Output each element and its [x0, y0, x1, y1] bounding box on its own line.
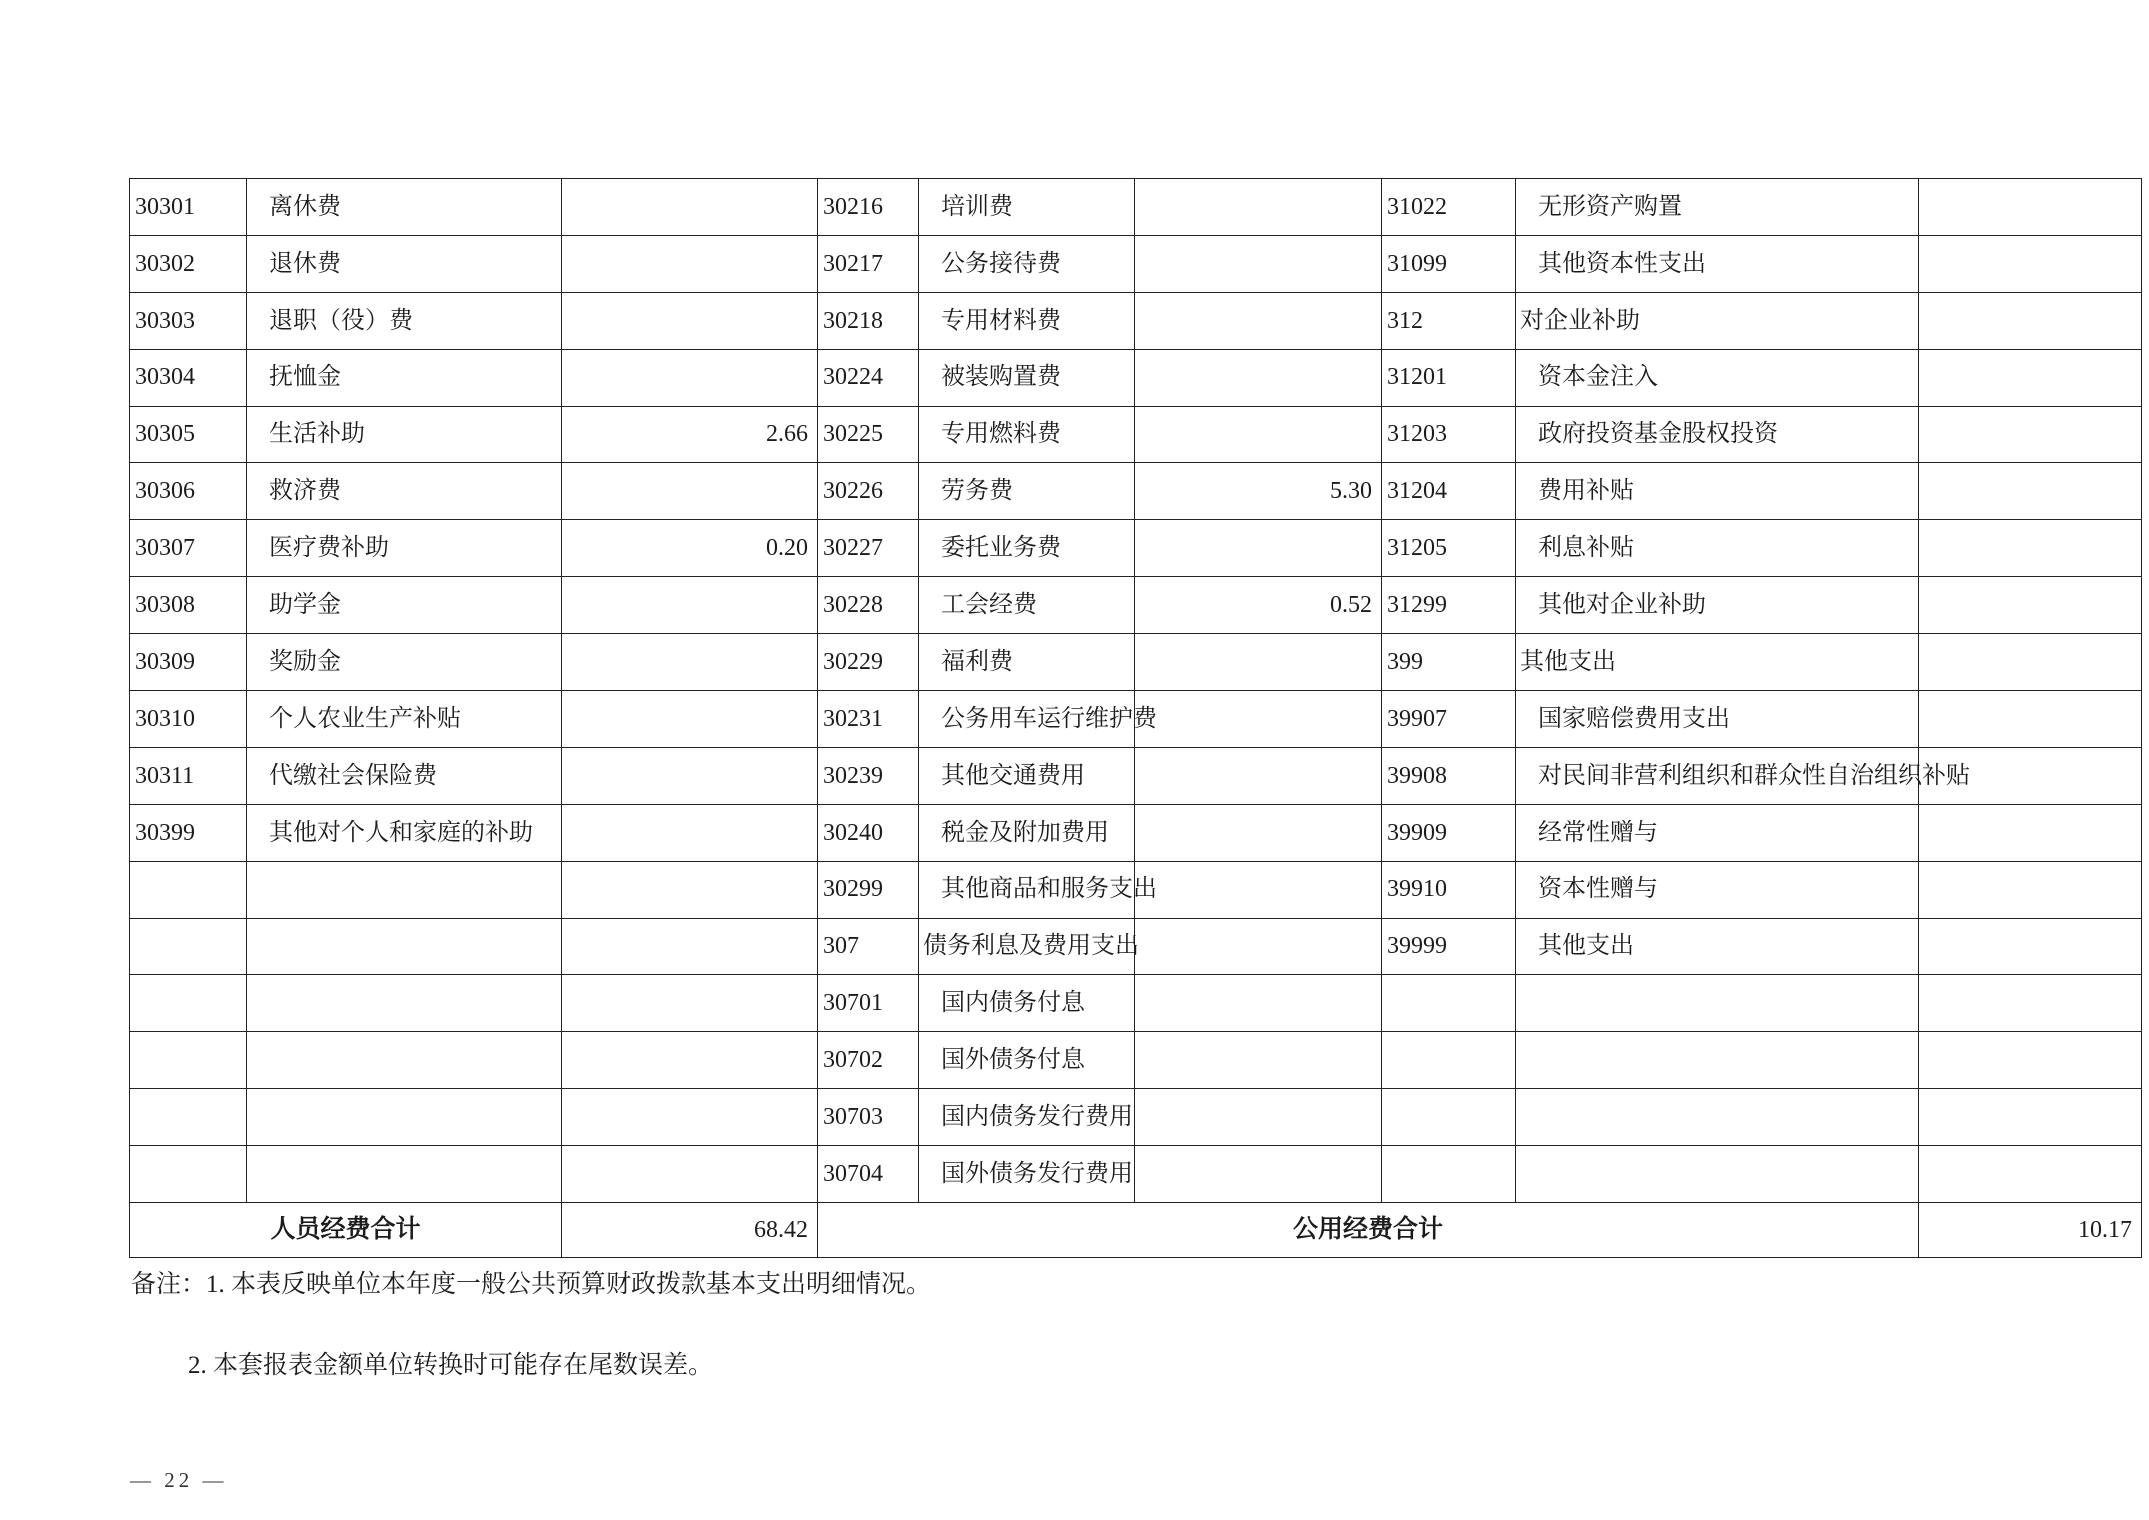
- code-cell: 31203: [1382, 406, 1516, 463]
- code-cell: 307: [818, 918, 919, 975]
- amount-cell: [1919, 804, 2142, 861]
- table-row: [130, 861, 2142, 918]
- code-cell: 39907: [1382, 691, 1516, 748]
- code-cell: 30309: [130, 634, 247, 691]
- name-cell: 福利费: [919, 634, 1135, 691]
- personnel-total-amount: 68.42: [562, 1203, 818, 1258]
- name-cell: 其他支出: [1516, 918, 1919, 975]
- code-cell: [130, 975, 247, 1032]
- table-row: [130, 349, 2142, 406]
- name-cell: 其他支出: [1516, 634, 1919, 691]
- name-cell: 国外债务付息: [919, 1032, 1135, 1089]
- amount-cell: [562, 1032, 818, 1089]
- amount-cell: [1919, 1146, 2142, 1203]
- name-cell: 利息补贴: [1516, 520, 1919, 577]
- name-cell: 劳务费: [919, 463, 1135, 520]
- public-total-label: 公用经费合计: [818, 1203, 1919, 1258]
- code-cell: 39999: [1382, 918, 1516, 975]
- name-cell: 工会经费: [919, 577, 1135, 634]
- code-cell: 30302: [130, 235, 247, 292]
- name-cell: 国家赔偿费用支出: [1516, 691, 1919, 748]
- amount-cell: [1135, 1146, 1382, 1203]
- name-cell: [247, 1089, 562, 1146]
- code-cell: 30307: [130, 520, 247, 577]
- code-cell: [130, 1089, 247, 1146]
- code-cell: [130, 1032, 247, 1089]
- name-cell: 个人农业生产补贴: [247, 691, 562, 748]
- amount-cell: 0.20: [562, 520, 818, 577]
- code-cell: [130, 1146, 247, 1203]
- code-cell: 31022: [1382, 179, 1516, 236]
- amount-cell: [1135, 918, 1382, 975]
- code-cell: 30310: [130, 691, 247, 748]
- name-cell: 公务用车运行维护费: [919, 691, 1135, 748]
- amount-cell: [1919, 634, 2142, 691]
- personnel-total-label: 人员经费合计: [130, 1203, 562, 1258]
- amount-cell: [1919, 1032, 2142, 1089]
- code-cell: 30240: [818, 804, 919, 861]
- amount-cell: [1135, 634, 1382, 691]
- name-cell: 税金及附加费用: [919, 804, 1135, 861]
- code-cell: 312: [1382, 292, 1516, 349]
- code-cell: [1382, 975, 1516, 1032]
- amount-cell: [562, 349, 818, 406]
- amount-cell: [562, 804, 818, 861]
- table-row: [130, 292, 2142, 349]
- code-cell: 30224: [818, 349, 919, 406]
- name-cell: 专用材料费: [919, 292, 1135, 349]
- amount-cell: [1135, 349, 1382, 406]
- totals-row: [130, 1203, 2142, 1258]
- public-total-amount: 10.17: [1919, 1203, 2142, 1258]
- amount-cell: [562, 463, 818, 520]
- name-cell: [247, 975, 562, 1032]
- name-cell: 退休费: [247, 235, 562, 292]
- amount-cell: [562, 1146, 818, 1203]
- code-cell: [130, 861, 247, 918]
- amount-cell: [1135, 520, 1382, 577]
- code-cell: 31299: [1382, 577, 1516, 634]
- code-cell: 399: [1382, 634, 1516, 691]
- amount-cell: [562, 918, 818, 975]
- code-cell: [1382, 1089, 1516, 1146]
- amount-cell: [562, 747, 818, 804]
- amount-cell: [562, 235, 818, 292]
- name-cell: 国内债务发行费用: [919, 1089, 1135, 1146]
- name-cell: [1516, 1146, 1919, 1203]
- amount-cell: [562, 861, 818, 918]
- name-cell: 其他商品和服务支出: [919, 861, 1135, 918]
- name-cell: 其他交通费用: [919, 747, 1135, 804]
- name-cell: 抚恤金: [247, 349, 562, 406]
- note-line-2: 2. 本套报表金额单位转换时可能存在尾数误差。: [188, 1352, 714, 1379]
- code-cell: 30218: [818, 292, 919, 349]
- table-row: [130, 918, 2142, 975]
- amount-cell: [562, 292, 818, 349]
- amount-cell: [562, 577, 818, 634]
- table-row: [130, 235, 2142, 292]
- amount-cell: 0.52: [1135, 577, 1382, 634]
- code-cell: 31201: [1382, 349, 1516, 406]
- name-cell: 其他资本性支出: [1516, 235, 1919, 292]
- code-cell: 39909: [1382, 804, 1516, 861]
- amount-cell: [1135, 861, 1382, 918]
- page-number: — 22 —: [130, 1468, 228, 1492]
- name-cell: 公务接待费: [919, 235, 1135, 292]
- name-cell: 代缴社会保险费: [247, 747, 562, 804]
- code-cell: 30217: [818, 235, 919, 292]
- name-cell: 对企业补助: [1516, 292, 1919, 349]
- code-cell: 31205: [1382, 520, 1516, 577]
- code-cell: [1382, 1032, 1516, 1089]
- amount-cell: [1135, 235, 1382, 292]
- table-body: [130, 179, 2142, 1203]
- name-cell: 助学金: [247, 577, 562, 634]
- amount-cell: [1919, 235, 2142, 292]
- amount-cell: [1919, 691, 2142, 748]
- name-cell: 费用补贴: [1516, 463, 1919, 520]
- amount-cell: [1135, 1032, 1382, 1089]
- name-cell: 政府投资基金股权投资: [1516, 406, 1919, 463]
- name-cell: 其他对企业补助: [1516, 577, 1919, 634]
- code-cell: 30304: [130, 349, 247, 406]
- table-row: [130, 577, 2142, 634]
- name-cell: [247, 1146, 562, 1203]
- amount-cell: [1919, 577, 2142, 634]
- name-cell: 离休费: [247, 179, 562, 236]
- table-row: [130, 691, 2142, 748]
- name-cell: [1516, 1032, 1919, 1089]
- code-cell: 30311: [130, 747, 247, 804]
- name-cell: 奖励金: [247, 634, 562, 691]
- name-cell: 资本性赠与: [1516, 861, 1919, 918]
- name-cell: 国内债务付息: [919, 975, 1135, 1032]
- code-cell: 30231: [818, 691, 919, 748]
- name-cell: [247, 861, 562, 918]
- table-row: [130, 463, 2142, 520]
- code-cell: 31204: [1382, 463, 1516, 520]
- budget-table: [129, 178, 2142, 1258]
- amount-cell: [1135, 975, 1382, 1032]
- name-cell: 委托业务费: [919, 520, 1135, 577]
- code-cell: 30704: [818, 1146, 919, 1203]
- code-cell: 39908: [1382, 747, 1516, 804]
- table-row: [130, 975, 2142, 1032]
- name-cell: 救济费: [247, 463, 562, 520]
- amount-cell: [1919, 918, 2142, 975]
- code-cell: 30228: [818, 577, 919, 634]
- code-cell: 30303: [130, 292, 247, 349]
- table-row: [130, 1032, 2142, 1089]
- name-cell: [247, 918, 562, 975]
- table-row: [130, 804, 2142, 861]
- name-cell: 资本金注入: [1516, 349, 1919, 406]
- code-cell: 30225: [818, 406, 919, 463]
- name-cell: [1516, 975, 1919, 1032]
- table-row: [130, 520, 2142, 577]
- code-cell: 30226: [818, 463, 919, 520]
- code-cell: 30399: [130, 804, 247, 861]
- name-cell: 退职（役）费: [247, 292, 562, 349]
- amount-cell: [1919, 861, 2142, 918]
- amount-cell: [562, 691, 818, 748]
- code-cell: 30299: [818, 861, 919, 918]
- code-cell: 30703: [818, 1089, 919, 1146]
- amount-cell: [1919, 406, 2142, 463]
- name-cell: 其他对个人和家庭的补助: [247, 804, 562, 861]
- note-line-1: 备注：1. 本表反映单位本年度一般公共预算财政拨款基本支出明细情况。: [131, 1271, 932, 1298]
- amount-cell: [1135, 1089, 1382, 1146]
- amount-cell: 2.66: [562, 406, 818, 463]
- name-cell: 医疗费补助: [247, 520, 562, 577]
- code-cell: 30702: [818, 1032, 919, 1089]
- table-row: [130, 1089, 2142, 1146]
- amount-cell: [562, 634, 818, 691]
- name-cell: 无形资产购置: [1516, 179, 1919, 236]
- amount-cell: [1135, 179, 1382, 236]
- code-cell: 30301: [130, 179, 247, 236]
- name-cell: [247, 1032, 562, 1089]
- amount-cell: [562, 179, 818, 236]
- amount-cell: [1135, 691, 1382, 748]
- name-cell: 债务利息及费用支出: [919, 918, 1135, 975]
- amount-cell: [1919, 349, 2142, 406]
- code-cell: 30227: [818, 520, 919, 577]
- name-cell: 专用燃料费: [919, 406, 1135, 463]
- amount-cell: [562, 975, 818, 1032]
- amount-cell: [1135, 747, 1382, 804]
- amount-cell: [1919, 975, 2142, 1032]
- amount-cell: [1919, 179, 2142, 236]
- code-cell: [1382, 1146, 1516, 1203]
- name-cell: 被装购置费: [919, 349, 1135, 406]
- table-row: [130, 179, 2142, 236]
- amount-cell: [1135, 406, 1382, 463]
- amount-cell: [1919, 292, 2142, 349]
- amount-cell: [1135, 804, 1382, 861]
- amount-cell: [1135, 292, 1382, 349]
- name-cell: 对民间非营利组织和群众性自治组织补贴: [1516, 747, 1919, 804]
- table-row: [130, 1146, 2142, 1203]
- name-cell: 国外债务发行费用: [919, 1146, 1135, 1203]
- code-cell: 30239: [818, 747, 919, 804]
- code-cell: 30305: [130, 406, 247, 463]
- code-cell: 39910: [1382, 861, 1516, 918]
- table-row: [130, 634, 2142, 691]
- code-cell: 30229: [818, 634, 919, 691]
- code-cell: 31099: [1382, 235, 1516, 292]
- code-cell: 30701: [818, 975, 919, 1032]
- amount-cell: [1919, 1089, 2142, 1146]
- amount-cell: [1919, 520, 2142, 577]
- name-cell: 经常性赠与: [1516, 804, 1919, 861]
- table-row: [130, 406, 2142, 463]
- amount-cell: 5.30: [1135, 463, 1382, 520]
- name-cell: 生活补助: [247, 406, 562, 463]
- code-cell: 30306: [130, 463, 247, 520]
- code-cell: 30216: [818, 179, 919, 236]
- name-cell: [1516, 1089, 1919, 1146]
- amount-cell: [562, 1089, 818, 1146]
- code-cell: 30308: [130, 577, 247, 634]
- table-row: [130, 747, 2142, 804]
- name-cell: 培训费: [919, 179, 1135, 236]
- amount-cell: [1919, 463, 2142, 520]
- code-cell: [130, 918, 247, 975]
